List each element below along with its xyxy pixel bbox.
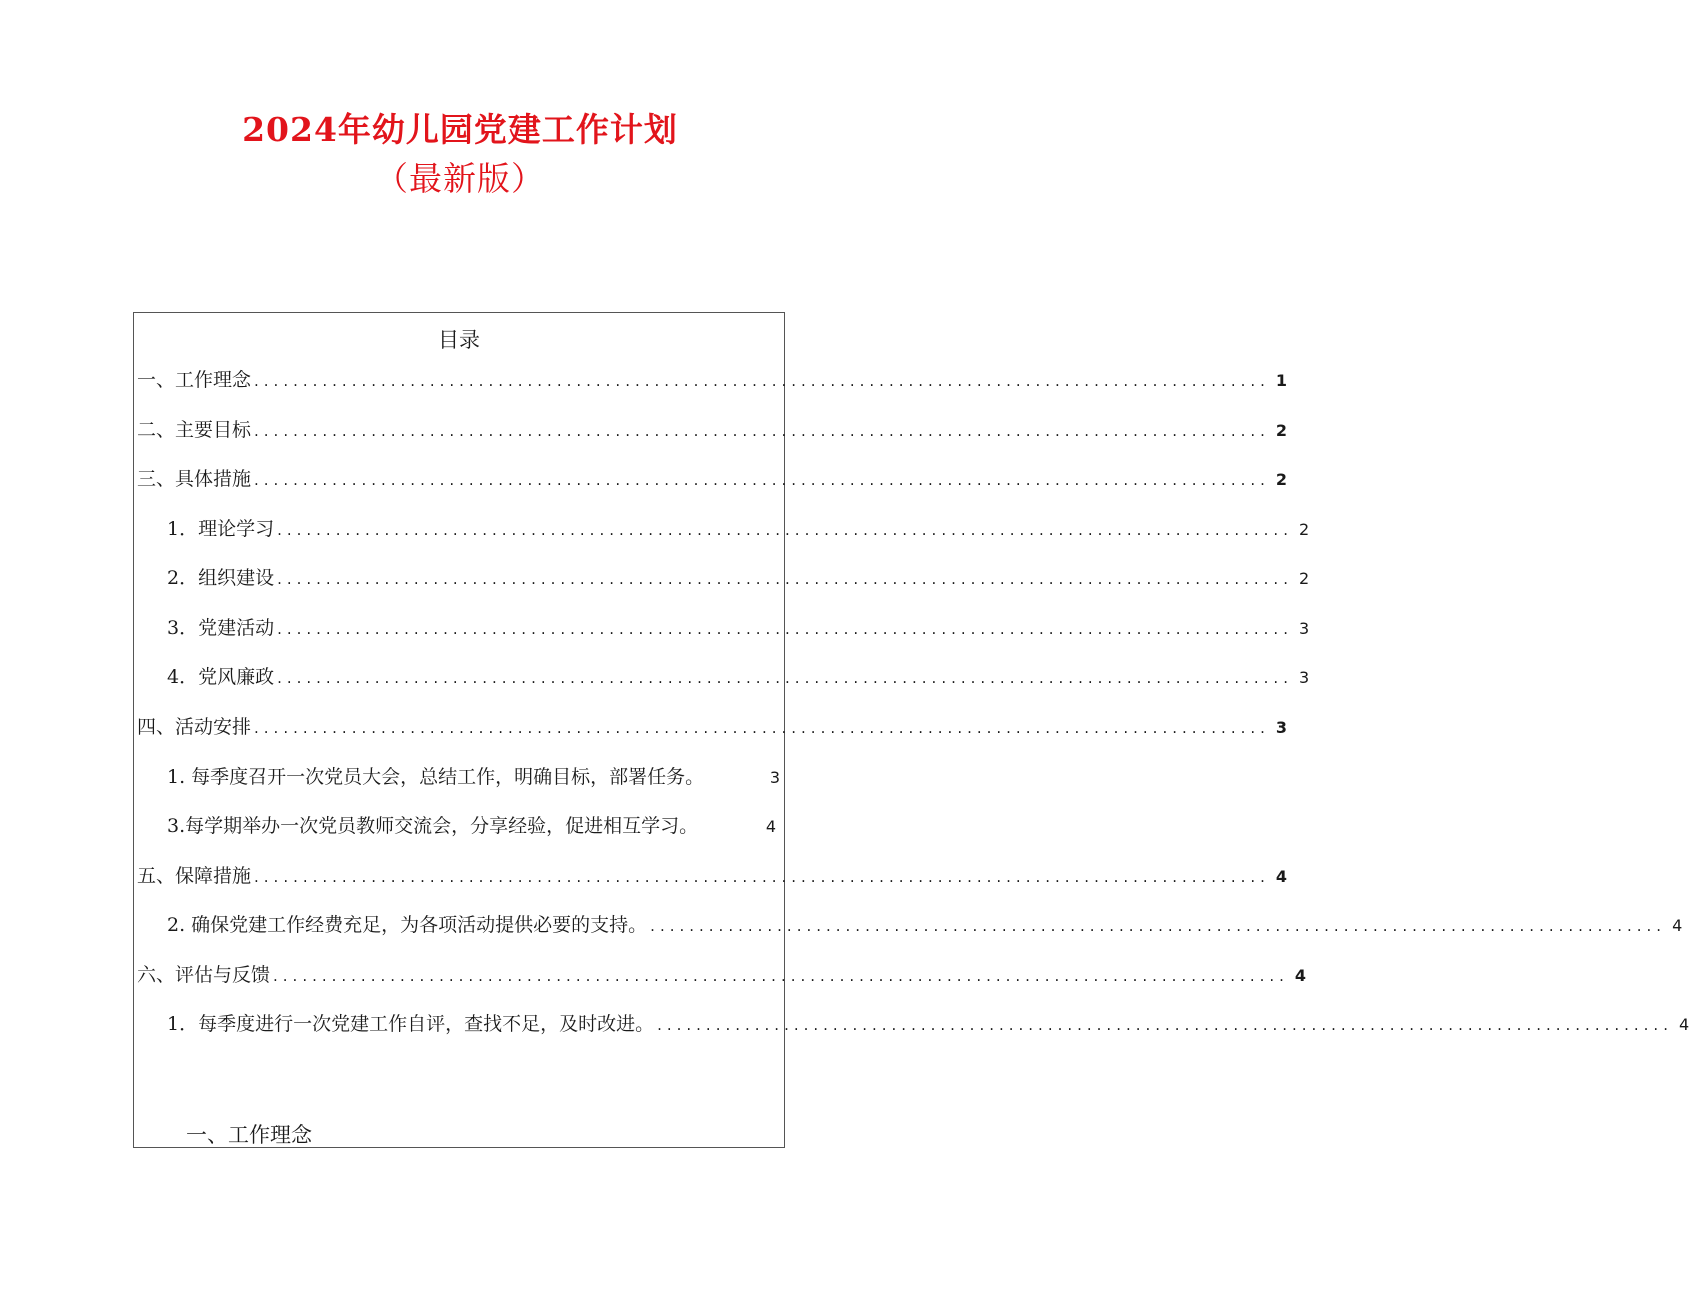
toc-entry[interactable] xyxy=(137,416,1288,445)
toc-entry[interactable] xyxy=(137,366,1288,395)
toc-entry-page: 2 xyxy=(1275,421,1288,440)
toc-entry-label: 3．党建活动 xyxy=(167,617,275,639)
toc-entry-page: 4 xyxy=(765,817,776,836)
toc-leader-dots: ........................................................................................................ xyxy=(273,967,1289,985)
toc-entry[interactable] xyxy=(137,961,1307,990)
document-title: 2024年幼儿园党建工作计划 xyxy=(242,110,678,149)
toc-entry-label: 一、工作理念 xyxy=(137,369,252,391)
toc-leader-dots: ........................................................................................................ xyxy=(254,422,1270,440)
toc-entry-page: 3 xyxy=(769,768,780,787)
toc-entry-label: 3.每学期举办一次党员教师交流会，分享经验，促进相互学习。 xyxy=(167,815,699,837)
toc-entry-label: 1．理论学习 xyxy=(167,518,275,540)
toc-leader-dots: ........................................................................................................ xyxy=(254,719,1270,737)
toc-leader-dots: ........................................................................................................ xyxy=(277,570,1293,588)
toc-entry[interactable] xyxy=(137,862,1288,891)
toc-entry-label: 1．每季度进行一次党建工作自评，查找不足，及时改进。 xyxy=(167,1013,655,1035)
toc-entry[interactable] xyxy=(167,515,1310,544)
toc-entry-label: 二、主要目标 xyxy=(137,419,252,441)
toc-leader-dots: ........................................................................................................ xyxy=(650,917,1667,935)
toc-entry-page: 3 xyxy=(1298,619,1310,638)
toc-entry-page: 2 xyxy=(1298,520,1310,539)
toc-entry[interactable] xyxy=(167,763,780,792)
toc-leader-dots: ........................................................................................................ xyxy=(657,1016,1673,1034)
toc-entry-page: 1 xyxy=(1275,371,1288,390)
toc-entry-label: 三、具体措施 xyxy=(137,468,252,490)
toc-entry-page: 2 xyxy=(1275,470,1288,489)
toc-leader-dots: ........................................................................................................ xyxy=(277,521,1293,539)
toc-entry-label: 四、活动安排 xyxy=(137,716,252,738)
toc-entry[interactable] xyxy=(167,564,1310,593)
toc-entry[interactable] xyxy=(167,911,1683,940)
toc-entry-label: 2．组织建设 xyxy=(167,567,275,589)
section-heading: 一、工作理念 xyxy=(186,1123,312,1147)
toc-entry-page: 3 xyxy=(1298,668,1310,687)
toc-entry[interactable] xyxy=(137,465,1288,494)
toc-entry[interactable] xyxy=(167,663,1310,692)
toc-entry[interactable] xyxy=(167,1010,1689,1039)
toc-entry-page: 4 xyxy=(1672,916,1683,935)
toc-entry[interactable] xyxy=(167,614,1310,643)
toc-entry[interactable] xyxy=(137,713,1288,742)
toc-entry-page: 4 xyxy=(1294,966,1307,985)
toc-entry-page: 3 xyxy=(1275,718,1288,737)
document-subtitle: （最新版） xyxy=(375,159,545,198)
toc-leader-dots: ........................................................................................................ xyxy=(254,471,1270,489)
toc-entry-label: 六、评估与反馈 xyxy=(137,964,271,986)
toc-entry-label: 2. 确保党建工作经费充足，为各项活动提供必要的支持。 xyxy=(167,914,648,936)
toc-entry-page: 4 xyxy=(1275,867,1288,886)
table-of-contents xyxy=(133,312,1689,1148)
toc-leader-dots: ........................................................................................................ xyxy=(254,868,1270,886)
toc-entry-label: 1. 每季度召开一次党员大会，总结工作，明确目标，部署任务。 xyxy=(167,766,705,788)
toc-entry-label: 五、保障措施 xyxy=(137,865,252,887)
toc-entry-page: 4 xyxy=(1678,1015,1689,1034)
toc-leader-dots: ........................................................................................................ xyxy=(277,620,1293,638)
toc-entry[interactable] xyxy=(167,812,776,841)
toc-heading: 目录 xyxy=(438,328,480,352)
toc-leader-dots: ........................................................................................................ xyxy=(277,669,1293,687)
toc-entry-page: 2 xyxy=(1298,569,1310,588)
toc-leader-dots: ........................................................................................................ xyxy=(254,372,1270,390)
toc-entry-label: 4．党风廉政 xyxy=(167,666,275,688)
